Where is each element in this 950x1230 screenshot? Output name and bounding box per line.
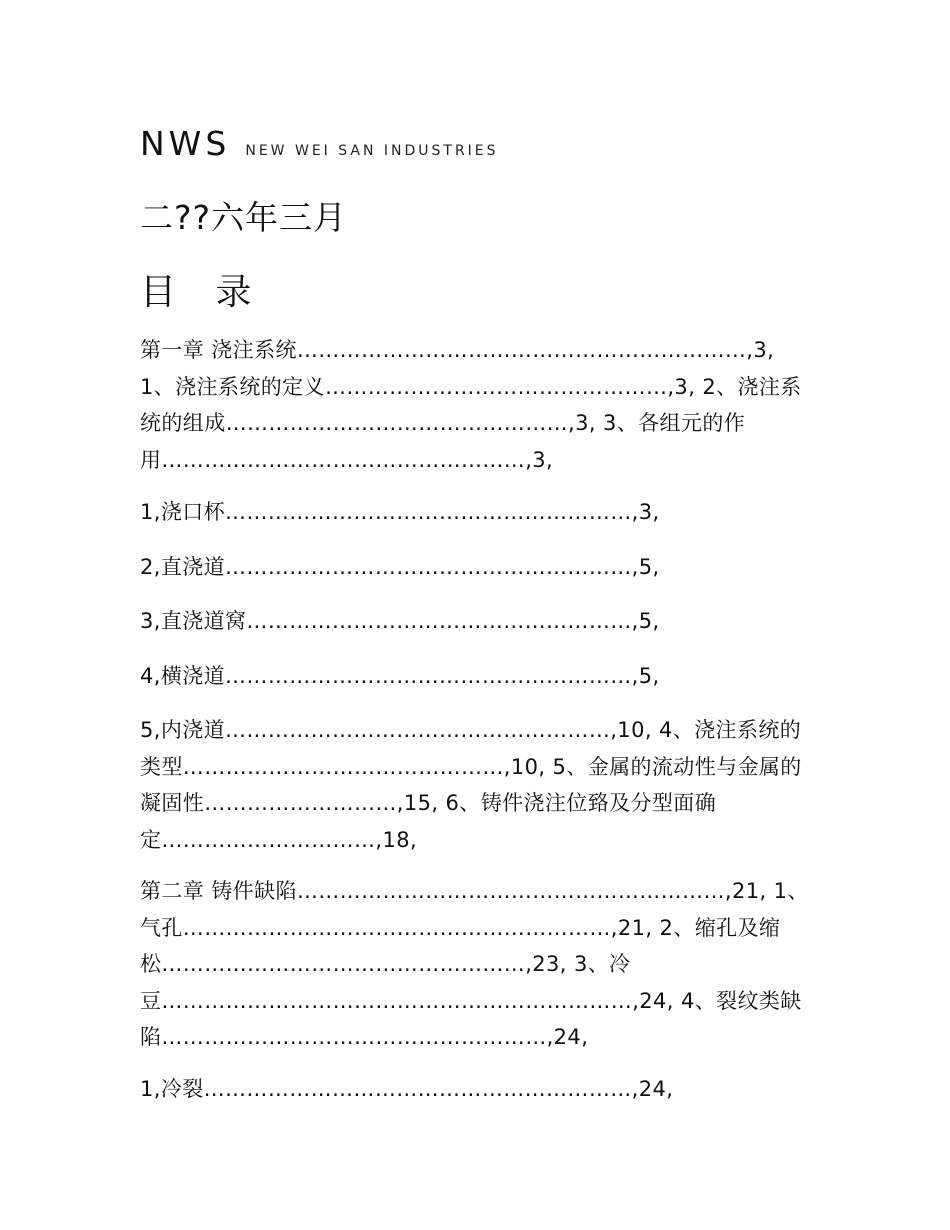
- company-header: [140, 124, 499, 163]
- toc-entry-2: 2,直浇道…………………………………………………,5,: [140, 555, 660, 579]
- company-logo: NWS: [140, 124, 231, 163]
- toc-entry-1: 1,浇口杯…………………………………………………,3,: [140, 500, 660, 524]
- company-name: NEW WEI SAN INDUSTRIES: [245, 143, 499, 159]
- toc-chapter-2: 第二章 铸件缺陷……………………………………………………,21, 1、气孔……………………………………………………,21, 2、缩孔及缩松……………………………………………,23, 3、冷豆…………………………………………………………,24, 4、裂纹类缺陷………………………………………………,24,: [140, 879, 809, 1049]
- toc-entry-5: 1,冷裂……………………………………………………,24,: [140, 1077, 674, 1101]
- document-date: 二??六年三月: [140, 198, 348, 237]
- toc-entry-3: 3,直浇道窝………………………………………………,5,: [140, 609, 660, 633]
- toc-chapter-1-continued: 5,内浇道………………………………………………,10, 4、浇注系统的类型………………………………………,10, 5、金属的流动性与金属的凝固性………………………,15, 6、铸件浇注位臵及分型面确定…………………………,18,: [140, 718, 802, 852]
- toc-chapter-1: 第一章 浇注系统………………………………………………………,3, 1、浇注系统的定义…………………………………………,3, 2、浇注系统的组成…………………………………………,3, 3、各组元的作用……………………………………………,3,: [140, 338, 802, 472]
- toc-title: 目 录: [140, 272, 266, 313]
- toc-entry-4: 4,横浇道…………………………………………………,5,: [140, 664, 660, 688]
